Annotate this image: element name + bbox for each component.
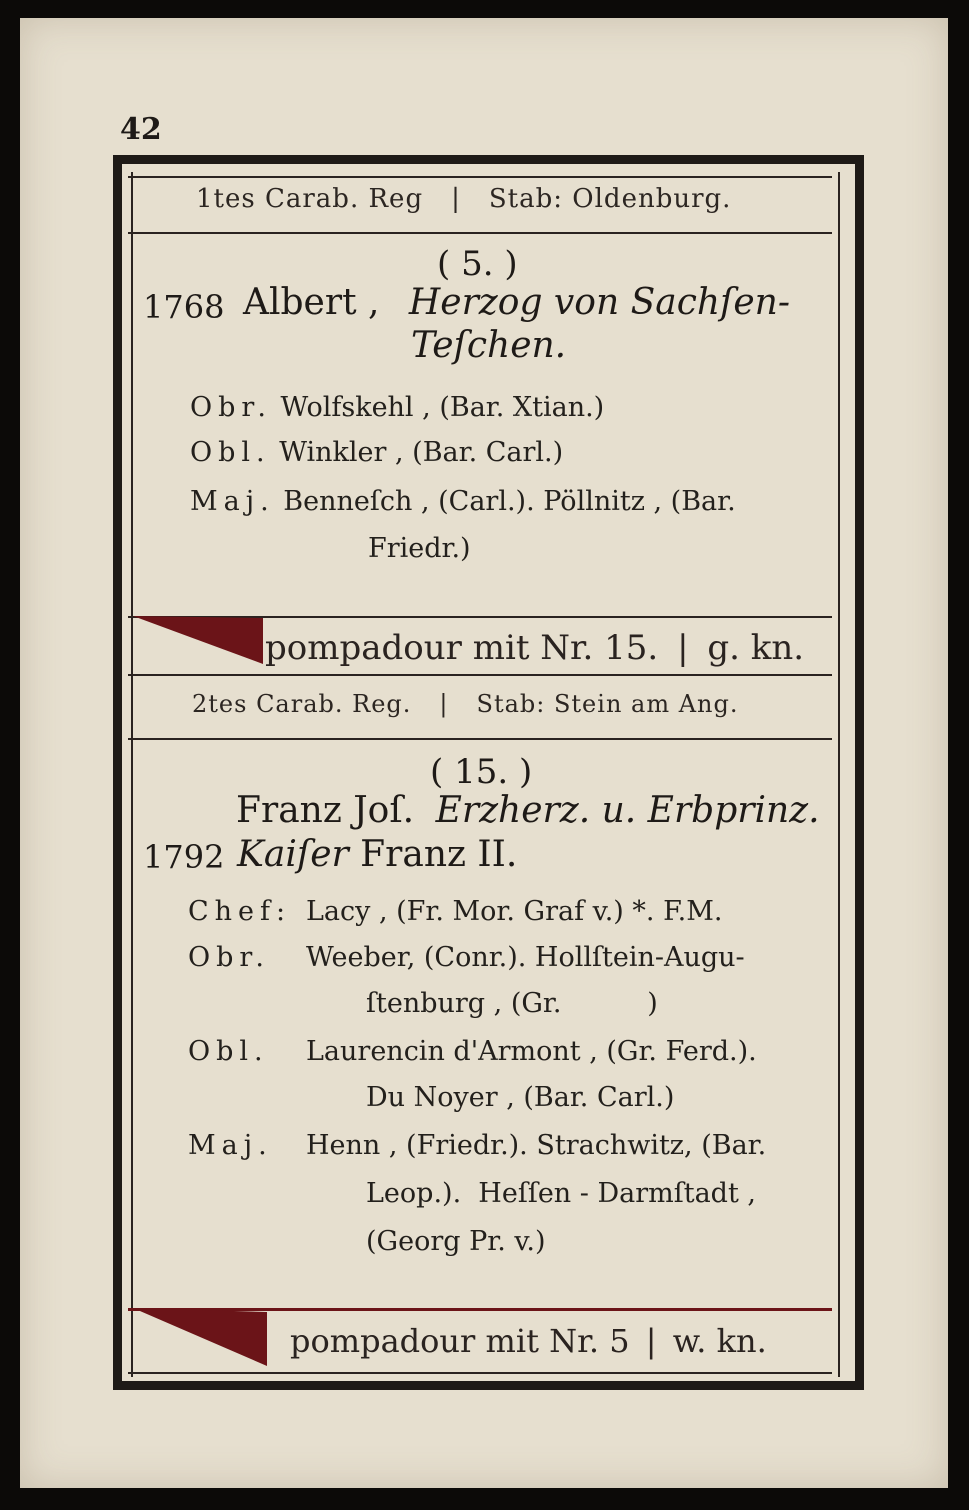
rank-label: Maj. <box>188 1130 273 1161</box>
staff-location: Stab: Oldenburg. <box>488 184 732 214</box>
proprietor-title: Herzog von Sachſen- <box>408 282 791 323</box>
officer-names: (Georg Pr. v.) <box>366 1226 546 1257</box>
officer-row <box>190 392 604 423</box>
button-color: w. kn. <box>672 1322 767 1360</box>
establishment-year: 1792 <box>143 838 225 876</box>
officer-row-continued <box>366 1178 756 1209</box>
officer-row-continued <box>366 988 658 1019</box>
officer-row <box>190 437 563 468</box>
officer-names: Wolfskehl , (Bar. Xtian.) <box>280 392 605 423</box>
uniform-color-swatch <box>133 1308 273 1368</box>
proprietor-title-cont: Teſchen. <box>411 325 567 366</box>
regiment-header <box>196 184 731 214</box>
rank-label: Chef: <box>188 896 292 927</box>
page-number: 42 <box>120 112 162 147</box>
proprietor-title: Kaiſer <box>237 834 349 875</box>
officer-names: Laurencin d'Armont , (Gr. Ferd.). <box>306 1036 757 1067</box>
regiment-header <box>192 690 739 718</box>
button-color: g. kn. <box>707 628 805 668</box>
officer-names: Benneſch , (Carl.). Pöllnitz , (Bar. <box>283 486 736 517</box>
officer-row <box>190 486 736 517</box>
header-separator: | <box>439 690 449 718</box>
regiment-number: ( 5. ) <box>437 244 518 284</box>
proprietor-name-cont <box>237 834 517 875</box>
proprietor-plain: Franz Joſ. <box>236 790 415 831</box>
proprietor-name <box>236 790 820 831</box>
establishment-year: 1768 <box>143 288 225 326</box>
footer-separator: | <box>645 1322 657 1360</box>
uniform-color-swatch <box>133 616 273 666</box>
inner-border-left <box>131 172 133 1377</box>
divider <box>128 232 832 234</box>
officer-row-continued <box>366 1082 674 1113</box>
officer-names: Du Noyer , (Bar. Carl.) <box>366 1082 675 1113</box>
regiment-name: 2tes Carab. Reg. <box>192 690 412 718</box>
uniform-facing <box>290 1322 767 1360</box>
proprietor-plain: Franz II. <box>360 834 518 875</box>
divider <box>128 738 832 740</box>
officer-row <box>188 1130 766 1161</box>
officer-names: Henn , (Friedr.). Strachwitz, (Bar. <box>306 1130 767 1161</box>
regiment-number: ( 15. ) <box>430 752 533 792</box>
regiment-name: 1tes Carab. Reg <box>196 184 424 214</box>
footer-separator: | <box>677 628 689 668</box>
facing-color: pompadour mit Nr. 5 <box>290 1322 630 1360</box>
officer-row <box>188 942 745 973</box>
proprietor-plain: Albert , <box>243 282 380 323</box>
facing-color: pompadour mit Nr. 15. <box>265 628 659 668</box>
inner-border-right <box>838 172 840 1377</box>
rank-label: Obl. <box>188 1036 269 1067</box>
officer-names: Weeber, (Conr.). Hollſtein-Augu- <box>306 942 745 973</box>
divider <box>128 674 832 676</box>
rank-label: Obr. <box>188 942 270 973</box>
officer-row <box>188 1036 757 1067</box>
officer-row-continued <box>366 1226 546 1257</box>
officer-names: ſtenburg , (Gr. ) <box>366 988 658 1019</box>
officer-names: Friedr.) <box>368 533 471 564</box>
officer-names: Leop.). Heſſen - Darmſtadt , <box>366 1178 756 1209</box>
divider <box>128 176 832 178</box>
officer-row <box>188 896 722 927</box>
rank-label: Maj. <box>190 486 275 517</box>
proprietor-title: Erzherz. u. Erbprinz. <box>435 790 820 831</box>
header-separator: | <box>451 184 461 214</box>
divider <box>128 1372 832 1374</box>
staff-location: Stab: Stein am Ang. <box>476 690 739 718</box>
officer-names: Lacy , (Fr. Mor. Graf v.) *. F.M. <box>306 896 723 927</box>
officer-names: Winkler , (Bar. Carl.) <box>279 437 564 468</box>
uniform-facing <box>265 628 804 668</box>
rank-label: Obr. <box>190 392 272 423</box>
proprietor-name <box>243 282 790 323</box>
officer-row-continued <box>368 533 471 564</box>
rank-label: Obl. <box>190 437 271 468</box>
